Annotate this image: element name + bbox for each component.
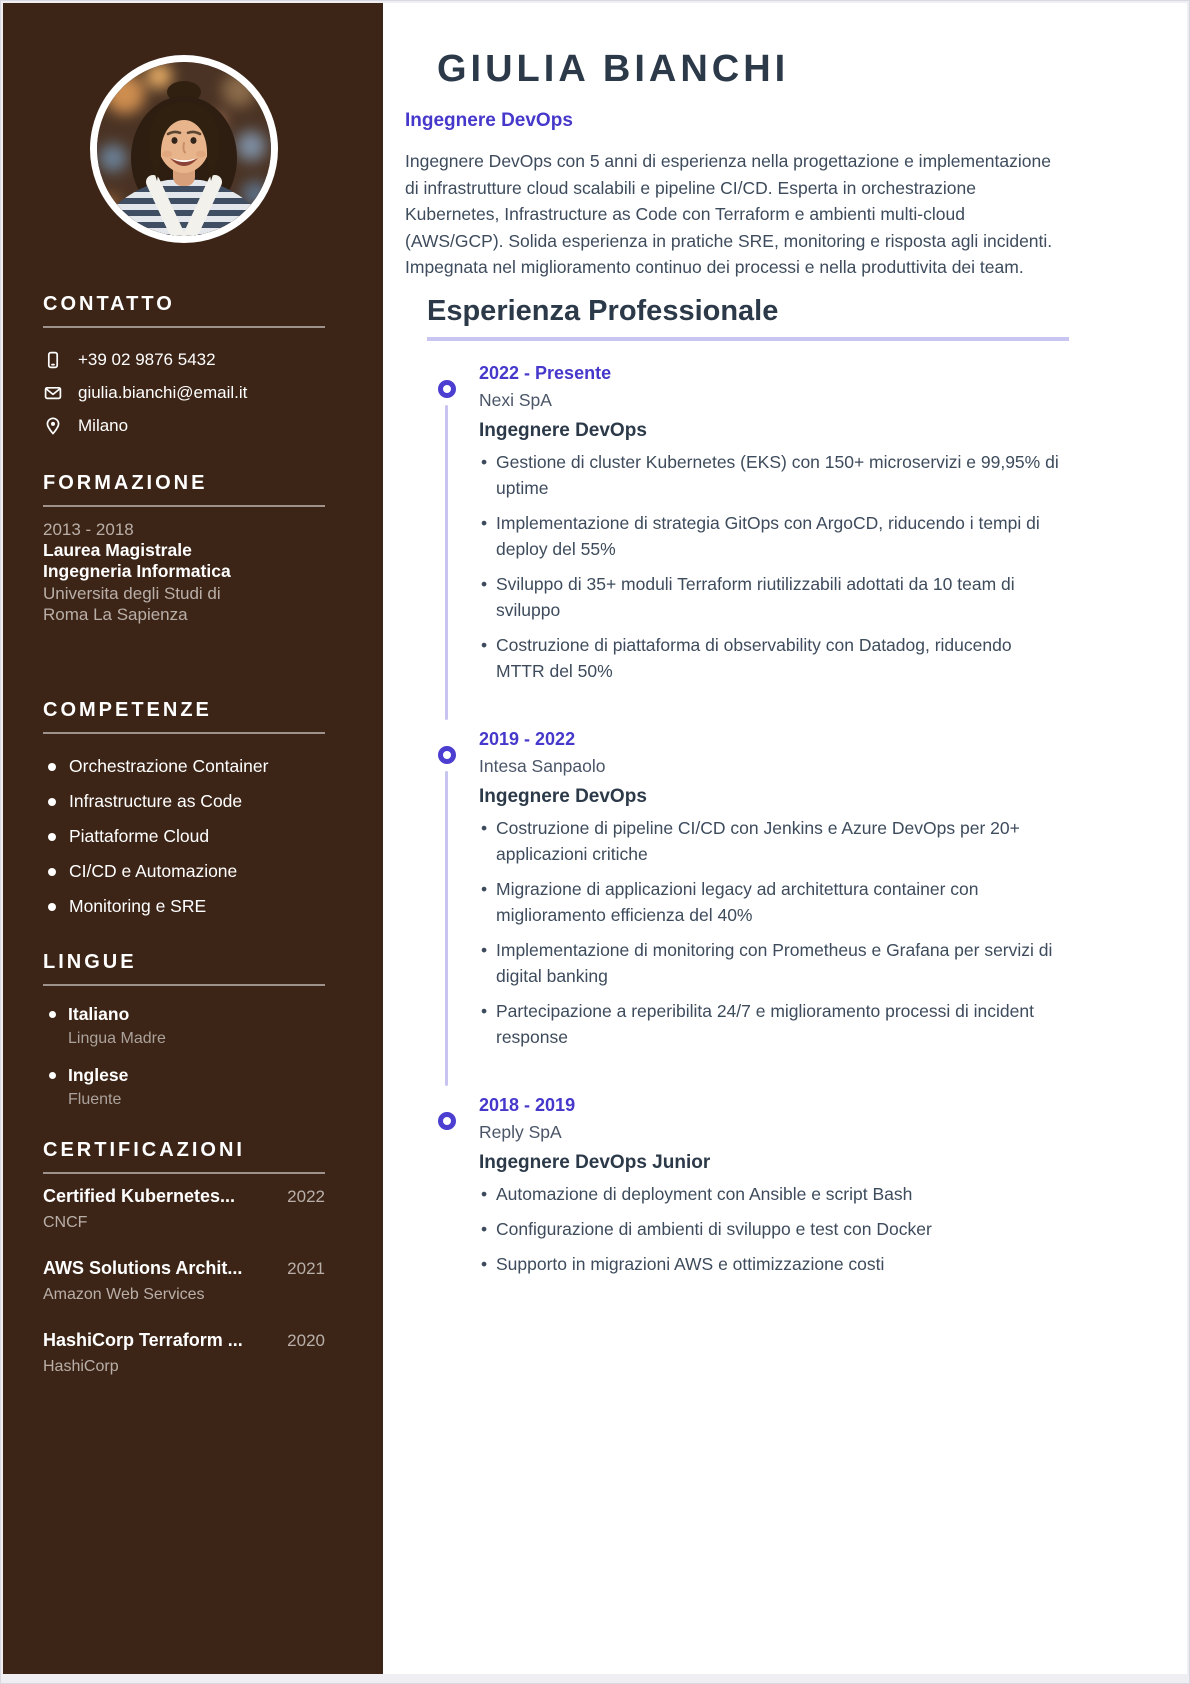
job-role: Ingegnere DevOps [479,785,647,807]
contact-heading: CONTATTO [43,293,175,315]
certification-name: HashiCorp Terraform ... [43,1330,243,1350]
mail-icon [43,383,63,403]
certification-issuer: HashiCorp [43,1358,119,1375]
section-divider [43,326,325,328]
languages-section [43,951,325,1109]
skill-label: Piattaforme Cloud [69,826,210,846]
language-name: Inglese [68,1065,129,1085]
certification-year: 2022 [287,1187,325,1206]
job-role: Ingegnere DevOps [479,419,647,441]
main-content [383,3,1187,1674]
job-bullet: • Supporto in migrazioni AWS e ottimizzazione costi [479,1251,1059,1277]
contact-row-location [43,416,325,436]
contact-row-email [43,383,325,403]
section-divider [43,984,325,986]
job-bullet: • Gestione di cluster Kubernetes (EKS) con 150+ microservizi e 99,95% di uptime [479,449,1059,501]
contact-email: giulia.bianchi@email.it [78,383,248,402]
skill-item [43,826,325,847]
job-period: 2019 - 2022 [479,728,576,749]
job-entry [405,1095,1067,1277]
contact-location: Milano [78,416,129,435]
skill-item [43,756,325,777]
certification-row [43,1258,325,1279]
resume-sheet [3,3,1187,1674]
bullet-dot [49,1011,56,1018]
job-bullet: • Implementazione di monitoring con Prometheus e Grafana per servizi di digital banking [479,937,1059,989]
language-item [43,1065,325,1109]
education-section [43,472,325,625]
job-bullet: • Costruzione di piattaforma di observability con Datadog, riducendo MTTR del 50% [479,632,1059,684]
language-name: Italiano [68,1004,130,1024]
certification-year: 2020 [287,1331,325,1350]
bullet-dot [48,868,56,876]
contact-phone: +39 02 9876 5432 [78,350,216,369]
person-title: Ingegnere DevOps [405,110,573,131]
job-company: Intesa Sanpaolo [479,755,606,776]
certifications-heading: CERTIFICAZIONI [43,1139,245,1161]
certification-list [43,1186,325,1376]
bullet-dot [49,1072,56,1079]
job-bullet: • Partecipazione a reperibilita 24/7 e miglioramento processi di incident response [479,998,1059,1050]
bullet-dot [48,903,56,911]
job-period: 2022 - Presente [479,362,612,383]
job-bullet: • Costruzione di pipeline CI/CD con Jenkins e Azure DevOps per 20+ applicazioni critiche [479,815,1059,867]
job-company: Reply SpA [479,1121,562,1142]
contact-row-phone [43,350,325,370]
education-heading: FORMAZIONE [43,472,208,494]
job-bullet: • Configurazione di ambienti di sviluppo e test con Docker [479,1216,1059,1242]
bullet-dot [48,798,56,806]
job-role: Ingegnere DevOps Junior [479,1151,711,1173]
contact-list [43,350,325,436]
certifications-section [43,1139,325,1376]
skills-section [43,699,325,917]
profile-summary: Ingegnere DevOps con 5 anni di esperienza nella progettazione e implementazione di infrastrutture cloud scalabili e pipeline CI/CD. Esperta in orchestrazione Kubernetes, Infrastructure as Code con Terraform e ambienti multi-cloud (AWS/GCP). Solida esperienza in pratiche SRE, monitoring e risposta agli incidenti. Impegnata nel miglioramento continuo dei processi e nella produttivita dei team. [405,151,1053,277]
skill-label: Orchestrazione Container [69,756,269,776]
job-bullet: • Sviluppo di 35+ moduli Terraform riutilizzabili adottati da 10 team di sviluppo [479,571,1059,623]
certification-row [43,1330,325,1351]
language-name-row [43,1004,325,1025]
education-field: Ingegneria Informatica [43,561,231,581]
timeline-dot [438,380,456,398]
timeline-dot [438,746,456,764]
bullet-dot [48,833,56,841]
job-bullet: • Automazione di deployment con Ansible e script Bash [479,1181,1059,1207]
language-item [43,1004,325,1048]
language-level: Fluente [68,1091,122,1108]
skill-label: CI/CD e Automazione [69,861,238,881]
certification-item [43,1186,325,1232]
location-icon [43,416,63,436]
contact-section [43,293,325,436]
job-bullet: • Implementazione di strategia GitOps con ArgoCD, riducendo i tempi di deploy del 55% [479,510,1059,562]
certification-name: AWS Solutions Archit... [43,1258,243,1278]
experience-heading: Esperienza Professionale [427,295,1069,341]
skill-item [43,861,325,882]
job-company: Nexi SpA [479,389,552,410]
job-bullet-list [479,1181,1059,1277]
certification-item [43,1330,325,1376]
profile-photo-wrap [43,55,325,243]
education-degree: Laurea Magistrale [43,540,192,560]
section-divider [43,732,325,734]
certification-item [43,1258,325,1304]
skill-item [43,896,325,917]
certification-issuer: Amazon Web Services [43,1286,205,1303]
timeline-line [445,405,448,720]
section-divider [43,1172,325,1174]
education-entry [43,519,325,625]
job-entry [405,729,1067,1050]
job-entry [405,363,1067,684]
education-school: Universita degli Studi di Roma La Sapienza [43,584,221,624]
skill-label: Monitoring e SRE [69,896,207,916]
experience-timeline [405,363,1069,1277]
language-level: Lingua Madre [68,1030,166,1047]
certification-year: 2021 [287,1259,325,1278]
certification-name: Certified Kubernetes... [43,1186,236,1206]
languages-heading: LINGUE [43,951,137,973]
education-period: 2013 - 2018 [43,520,134,539]
person-name: GIULIA BIANCHI [437,48,790,90]
skill-list [43,756,325,917]
section-divider [43,505,325,507]
bullet-dot [48,763,56,771]
language-name-row [43,1065,325,1086]
sidebar [3,3,383,1674]
language-list [43,1004,325,1109]
certification-row [43,1186,325,1207]
skills-heading: COMPETENZE [43,699,212,721]
profile-photo [90,55,278,243]
profile-photo-illustration [97,62,271,236]
skill-label: Infrastructure as Code [69,791,243,811]
timeline-line [445,771,448,1086]
phone-icon [43,350,63,370]
job-bullet-list [479,815,1059,1050]
timeline-dot [438,1112,456,1130]
job-bullet-list [479,449,1059,684]
job-bullet: • Migrazione di applicazioni legacy ad architettura container con miglioramento efficienza del 40% [479,876,1059,928]
skill-item [43,791,325,812]
job-period: 2018 - 2019 [479,1094,576,1115]
certification-issuer: CNCF [43,1214,88,1231]
